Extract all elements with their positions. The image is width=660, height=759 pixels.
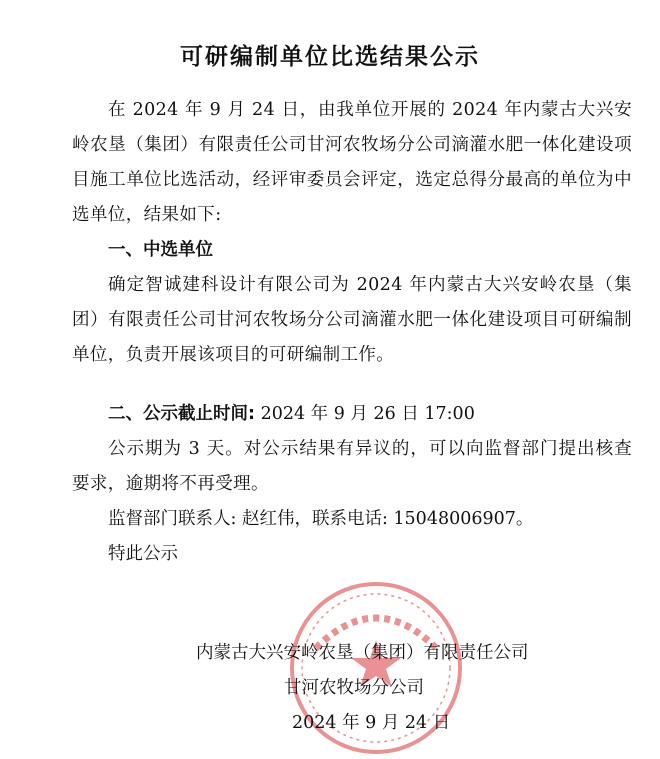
- section2-heading: 二、公示截止时间:: [108, 404, 255, 424]
- signature-organization: 内蒙古大兴安岭农垦（集团）有限责任公司: [196, 643, 529, 663]
- section2-heading-line: [108, 397, 475, 432]
- closing-line: 特此公示: [108, 544, 178, 564]
- section2-body: 公示期为 3 天。对公示结果有异议的，可以向监督部门提出核查要求，逾期将不再受理。: [72, 439, 632, 494]
- contact-line: 监督部门联系人: 赵红伟，联系电话: 15048006907。: [108, 509, 534, 529]
- document-title: 可研编制单位比选结果公示: [180, 44, 480, 70]
- signature-branch: 甘河农牧场分公司: [284, 678, 424, 698]
- intro-paragraph: 在 2024 年 9 月 24 日，由我单位开展的 2024 年内蒙古大兴安岭农垦（集团）有限责任公司甘河农牧场分公司滴灌水肥一体化建设项目施工单位比选活动，经评审委员会评定，选定总得分最高的单位为中选单位，结果如下:: [72, 100, 632, 225]
- section1-heading: 一、中选单位: [108, 240, 213, 260]
- deadline-value: 2024 年 9 月 26 日 17:00: [260, 404, 475, 424]
- section1-body: 确定智诚建科设计有限公司为 2024 年内蒙古大兴安岭农垦（集团）有限责任公司甘河农牧场分公司滴灌水肥一体化建设项目可研编制单位，负责开展该项目的可研编制工作。: [72, 275, 632, 365]
- signature-date: 2024 年 9 月 24 日: [292, 713, 451, 733]
